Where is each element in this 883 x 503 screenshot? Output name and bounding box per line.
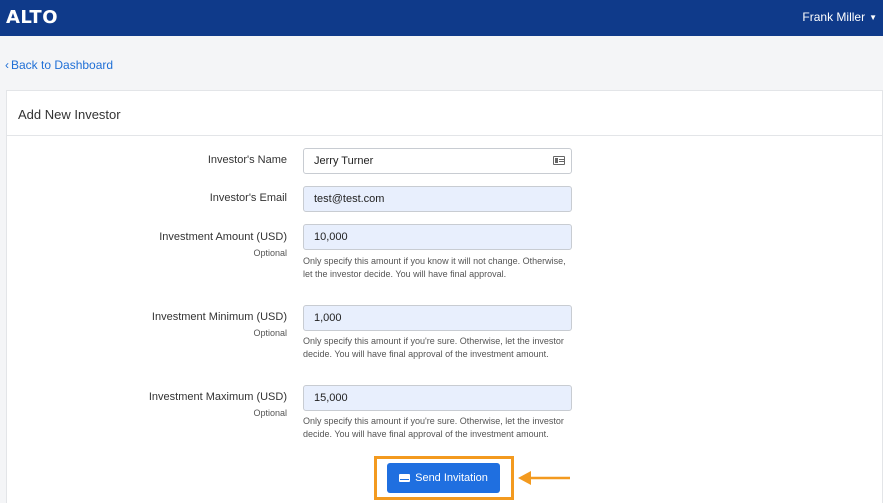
name-value: Jerry Turner bbox=[314, 155, 374, 167]
user-menu[interactable] bbox=[802, 10, 877, 24]
name-input[interactable] bbox=[303, 148, 572, 174]
user-name: Frank Miller bbox=[802, 10, 866, 24]
top-navbar bbox=[0, 0, 883, 36]
email-label: Investor's Email bbox=[209, 192, 287, 204]
amount-value: 10,000 bbox=[314, 231, 348, 243]
email-value: test@test.com bbox=[314, 193, 385, 205]
minimum-value: 1,000 bbox=[314, 312, 342, 324]
send-button-label: Send Invitation bbox=[415, 472, 488, 484]
chevron-left-icon: ‹ bbox=[5, 58, 9, 72]
card-title: Add New Investor bbox=[7, 91, 882, 136]
maximum-input[interactable] bbox=[303, 385, 572, 411]
amount-label: Investment Amount (USD) bbox=[159, 231, 287, 243]
maximum-value: 15,000 bbox=[314, 392, 348, 404]
minimum-optional: Optional bbox=[253, 328, 287, 338]
amount-help: Only specify this amount if you know it will not change. Otherwise, let the investor decide. You will have final approval. bbox=[303, 256, 566, 279]
brand-logo[interactable]: ALTO bbox=[6, 7, 59, 28]
amount-input[interactable] bbox=[303, 224, 572, 250]
back-link-label: Back to Dashboard bbox=[11, 58, 114, 72]
minimum-label: Investment Minimum (USD) bbox=[151, 311, 287, 323]
arrow-left-icon bbox=[518, 470, 570, 486]
send-invitation-button[interactable] bbox=[387, 463, 500, 493]
maximum-label: Investment Maximum (USD) bbox=[148, 391, 287, 403]
maximum-optional: Optional bbox=[253, 408, 287, 418]
back-to-dashboard-link[interactable] bbox=[5, 58, 113, 72]
amount-optional: Optional bbox=[253, 248, 287, 258]
contact-card-icon[interactable] bbox=[553, 156, 565, 165]
envelope-icon bbox=[399, 474, 410, 482]
caret-down-icon: ▼ bbox=[869, 12, 877, 22]
name-label: Investor's Name bbox=[207, 154, 287, 166]
email-input[interactable] bbox=[303, 186, 572, 212]
minimum-input[interactable] bbox=[303, 305, 572, 331]
minimum-help: Only specify this amount if you're sure. Otherwise, let the investor decide. You will have final approval of the investment amount. bbox=[303, 336, 564, 359]
maximum-help: Only specify this amount if you're sure. Otherwise, let the investor decide. You will have final approval of the investment amount. bbox=[303, 416, 564, 439]
